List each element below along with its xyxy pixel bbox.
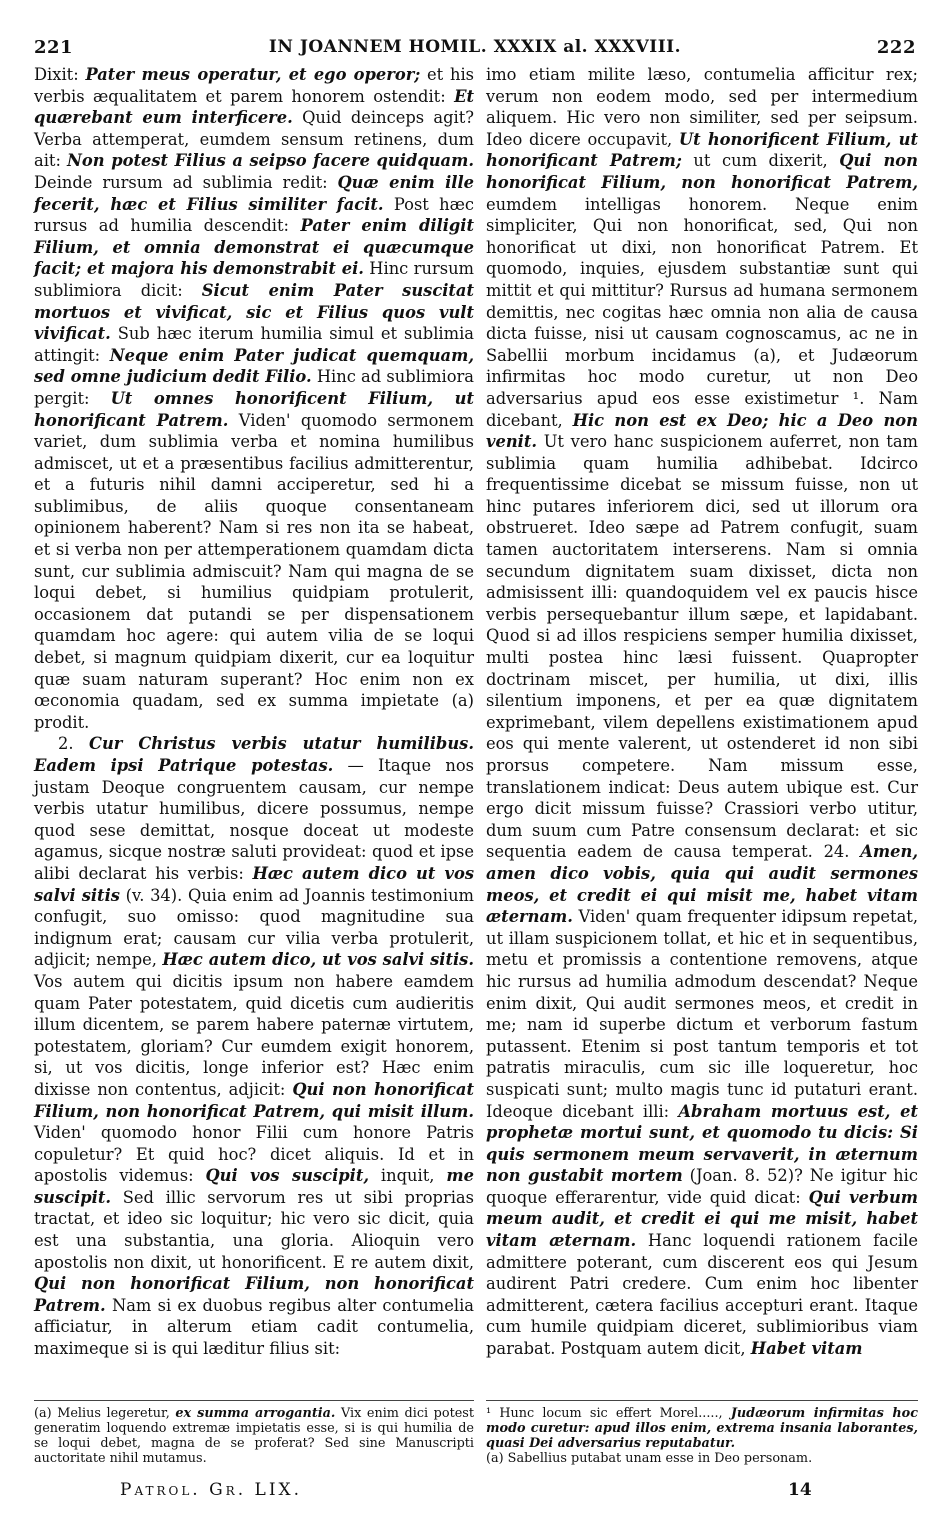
- text-run: 2.: [58, 734, 90, 754]
- italic-run: Ut honorificent Filium, ut honorificant Patrem;: [486, 129, 918, 171]
- italic-run: Habet vitam: [750, 1339, 863, 1359]
- right-column: [486, 64, 918, 1360]
- italic-run: Non potest Filius a seipso facere quidquam.: [67, 151, 474, 171]
- text-run: Viden' quomodo sermonem variet, dum sublimia verba et nomina humilibus admiscet, ut et a præsentibus facilius admitterentur, et a futuris nihil damni acciperetur, sed hi a sublimibus, de aliis quoque consentaneam opinionem haberent? Nam si res non ita se habeat, et si verba non per attemperationem quamdam dicta sunt, cur sublimia admiscuit? Nam qui magna de se loqui debet, si humilius quidpiam protulerit, occasionem dat putandi se per dispensationem quamdam hoc agere: qui autem vilia de se loqui debet, si magnum quidpiam dixerit, cur ea loquitur quæ suam naturam superant? Hoc enim non ex œconomia quadam, sed ex summa impietate (a) prodit.: [34, 410, 474, 732]
- footnote-rule-right: [486, 1400, 918, 1401]
- text-run: Viden' quam frequenter idipsum repetat, ut illam suspicionem tollat, et hic et in sequentibus, metu et promissis a contentione removens, atque hic rursus ad humilia admodum descendat? Neque enim dixit, Qui audit sermones meos, et credit in me; nam id superbe dictum et verborum fastum putassent. Etenim si post tantum temporis et tot patratis miraculis, cum sic ille loqueretur, hoc suspicati sunt; multo magis tunc id putaturi erant. Ideoque dicebant illi:: [486, 907, 918, 1121]
- text-run: Hanc loquendi rationem facile admittere poterant, cum discerent eos qui Jesum audirent Patri credere. Cum enim hoc libenter admitterent, cætera facilius accepturi erant. Itaque cum humile quidpiam diceret, sublimioribus viam parabat. Postquam autem dicit,: [486, 1231, 918, 1359]
- italic-run: Ut omnes honorificent Filium, ut honorificant Patrem.: [34, 388, 474, 430]
- left-column: [34, 64, 474, 1360]
- italic-run: Amen, amen dico vobis, quia qui audit sermones meos, et credit ei qui misit me, habet vitam æternam.: [486, 842, 918, 927]
- italic-run: Hæc autem dico, ut vos salvi sitis.: [162, 950, 474, 970]
- footnote-rule-left: [34, 1400, 474, 1401]
- italic-run: Qui non honorificat Filium, non honorificat Patrem, qui misit illum.: [34, 1079, 474, 1121]
- text-run: Ut vero hanc suspicionem auferret, non tam sublimia quam humilia adhibebat. Idcirco frequentissime dicebat se missum fuisse, non ut hinc putares inferiorem dici, sed ut illorum ora obstrueret. Ideo sæpe ad Patrem confugit, suam tamen auctoritatem interserens. Nam si omnia secundum dignitatem suam dixisset, dicta non admisissent illi: quandoquidem vel ex paucis hisce verbis persequebantur illum sæpe, et lapidabant. Quod si ad illos respiciens semper humilia dixisset, multi postea hinc læsi fuissent. Quapropter doctrinam miscet, per humilia, ut dixi, illis silentium imponens, et per ea quæ dignitatem exprimebant, vilem depellens existimationem apud eos qui mente valerent, ut ostenderet id non sibi prorsus competere. Nam missum esse, translationem indicat: Deus autem ubique est. Cur ergo dicit missum fuisse? Crassiori verbo utitur, dum suum cum Patre consensum declarat: et sic sequentia eadem de causa temperat. 24.: [486, 432, 918, 862]
- text-run: Dixit:: [34, 65, 86, 84]
- italic-run: Neque enim Pater judicat quemquam, sed omne judicium dedit Filio.: [34, 345, 474, 387]
- italic-run: Pater enim diligit Filium, et omnia demonstrat ei quæcumque facit; et majora his demonstrabit ei.: [34, 216, 474, 279]
- italic-run: Hæc autem dico ut vos salvi sitis: [34, 863, 474, 905]
- italic-run: Qui non honorificat Filium, non honorificat Patrem,: [486, 151, 918, 192]
- paragraph: [486, 1406, 918, 1451]
- text-run: Viden' quomodo honor Filii cum honore Patris copuletur? Et quid hoc? dicet aliquis. Id et in apostolis videmus:: [34, 1123, 474, 1186]
- page-footer: [34, 1480, 916, 1504]
- italic-run: Cur Christus verbis utatur humilibus. Eadem ipsi Patrique potestas.: [34, 734, 474, 775]
- text-run: Hinc ad sublimiora pergit:: [34, 367, 475, 408]
- footnotes-left: [34, 1406, 474, 1466]
- italic-run: Abraham mortuus est, et prophetæ mortui sunt, et quomodo tu dicis: Si quis sermonem meum servaverit, in æternum non gustabit mortem: [486, 1101, 918, 1186]
- signature-mark: Patrol. Gr. LIX.: [120, 1480, 303, 1500]
- text-run: et his verbis æqualitatem et parem honorem ostendit:: [34, 65, 475, 106]
- text-run: ¹ Hunc locum sic effert Morel.....,: [486, 1406, 731, 1421]
- text-run: ut cum dixerit,: [681, 151, 840, 171]
- page-number-right: 222: [876, 36, 916, 58]
- italic-run: Qui verbum meum audit, et credit ei qui me misit, habet vitam æternam.: [486, 1187, 919, 1251]
- text-run: Sed illic servorum res ut sibi proprias tractat, et ideo sic loquitur; hic vero sic dicit, quia est una substantia, una gloria. Alioquin vero apostolis non dixit, ut honorificent. E re autem dixit,: [34, 1187, 474, 1272]
- italic-run: Judæorum infirmitas hoc modo curetur: apud illos enim, extrema insania laborantes, quasi Dei adversarius reputabatur.: [486, 1406, 918, 1451]
- text-run: Deinde rursum ad sublimia redit:: [34, 172, 338, 192]
- paragraph: [486, 64, 918, 1360]
- italic-run: Hic non est ex Deo; hic a Deo non venit.: [486, 410, 918, 452]
- text-run: Nam si ex duobus regibus alter contumelia afficiatur, in alterum etiam cadit contumelia, maximeque si is qui læditur filius sit:: [34, 1295, 474, 1359]
- italic-run: Et quærebant eum interficere.: [34, 86, 474, 128]
- text-run: — Itaque nos justam Deoque congruentem causam, cur nempe verbis utatur humilibus, dicere possumus, nempe quod sese demittat, nosque doceat ut modeste agamus, sicque nostræ saluti provideat: quod et ipse alibi declarat his verbis:: [34, 756, 474, 883]
- text-run: eumdem intelligas honorem. Neque enim simpliciter, Qui non honorificat, sed, Qui non honorificat ut dixi, non honorificat Patrem. Et quomodo, inquies, ejusdem substantiæ sunt qui mittit et qui mittitur? Rursus ad humana sermonem demittis, nec cogitas hæc omnia non alia de causa dicta fuisse, nisi ut causam cognoscamus, ac ne in Sabellii morbum incidamus (a), et Judæorum infirmitas hoc modo curetur, ut non Deo adversarius apud eos esse existimetur ¹. Nam dicebant,: [486, 194, 918, 430]
- page-number-left: 221: [34, 36, 74, 58]
- italic-run: Quæ enim ille fecerit, hæc et Filius similiter facit.: [34, 172, 474, 214]
- text-run: Vix enim dici potest generatim loquendo extremæ impietatis esse, si is qui humilia de se loqui debet, magna de se proferat? Sed sine Manuscripti auctoritate nihil mutamus.: [34, 1406, 474, 1466]
- sheet-number: 14: [788, 1480, 812, 1500]
- italic-run: ex summa arrogantia.: [175, 1406, 336, 1421]
- paragraph: [34, 733, 474, 1359]
- text-run: Vos autem qui dicitis ipsum non habere eamdem quam Pater potestatem, quid dicetis cum audieritis illum dicentem, se parem habere paternæ virtutem, potestatem, gloriam? Cur eumdem exigit honorem, si, ut vos dicitis, longe inferior est? Hæc enim dixisse non contentus, adjicit:: [34, 971, 474, 1099]
- paragraph: [34, 64, 474, 733]
- italic-run: me suscipit.: [34, 1166, 474, 1207]
- paragraph: [34, 1406, 474, 1466]
- text-run: Quid deinceps agit? Verba attemperat, eumdem sensum retinens, dum ait:: [34, 108, 474, 171]
- text-run: inquit,: [369, 1166, 447, 1186]
- running-title: IN JOANNEM HOMIL. XXXIX al. XXXVIII.: [268, 37, 682, 57]
- text-run: (a) Melius legeretur,: [34, 1406, 176, 1421]
- text-run: Post hæc rursus ad humilia descendit:: [34, 194, 474, 236]
- text-run: (v. 34). Quia enim ad Joannis testimonium confugit, suo omisso: quod magnitudine sua indignum erat; causam cur vilia verba protulerit, adjicit; nempe,: [34, 885, 475, 970]
- italic-run: Qui vos suscipit,: [205, 1166, 370, 1186]
- italic-run: Sicut enim Pater suscitat mortuos et vivificat, sic et Filius quos vult vivificat.: [34, 280, 475, 344]
- footnotes-right: [486, 1406, 918, 1466]
- text-run: (Joan. 8. 52)? Ne igitur hic quoque efferarentur, vide quid dicat:: [486, 1166, 918, 1207]
- italic-run: Qui non honorificat Filium, non honorificat Patrem.: [34, 1274, 474, 1315]
- paragraph: [486, 1451, 918, 1466]
- text-run: imo etiam milite læso, contumelia afficitur rex; verum non eodem modo, sed per intermedium aliquem. Hic vero non similiter, sed per seipsum. Ideo dicere occupavit,: [486, 65, 918, 149]
- running-header: [34, 34, 916, 60]
- text-run: Sub hæc iterum humilia simul et sublimia attingit:: [34, 324, 474, 365]
- italic-run: Pater meus operatur, et ego operor;: [85, 65, 421, 84]
- text-run: (a) Sabellius putabat unam esse in Deo personam.: [486, 1451, 813, 1466]
- text-run: Hinc rursum sublimiora dicit:: [34, 259, 474, 300]
